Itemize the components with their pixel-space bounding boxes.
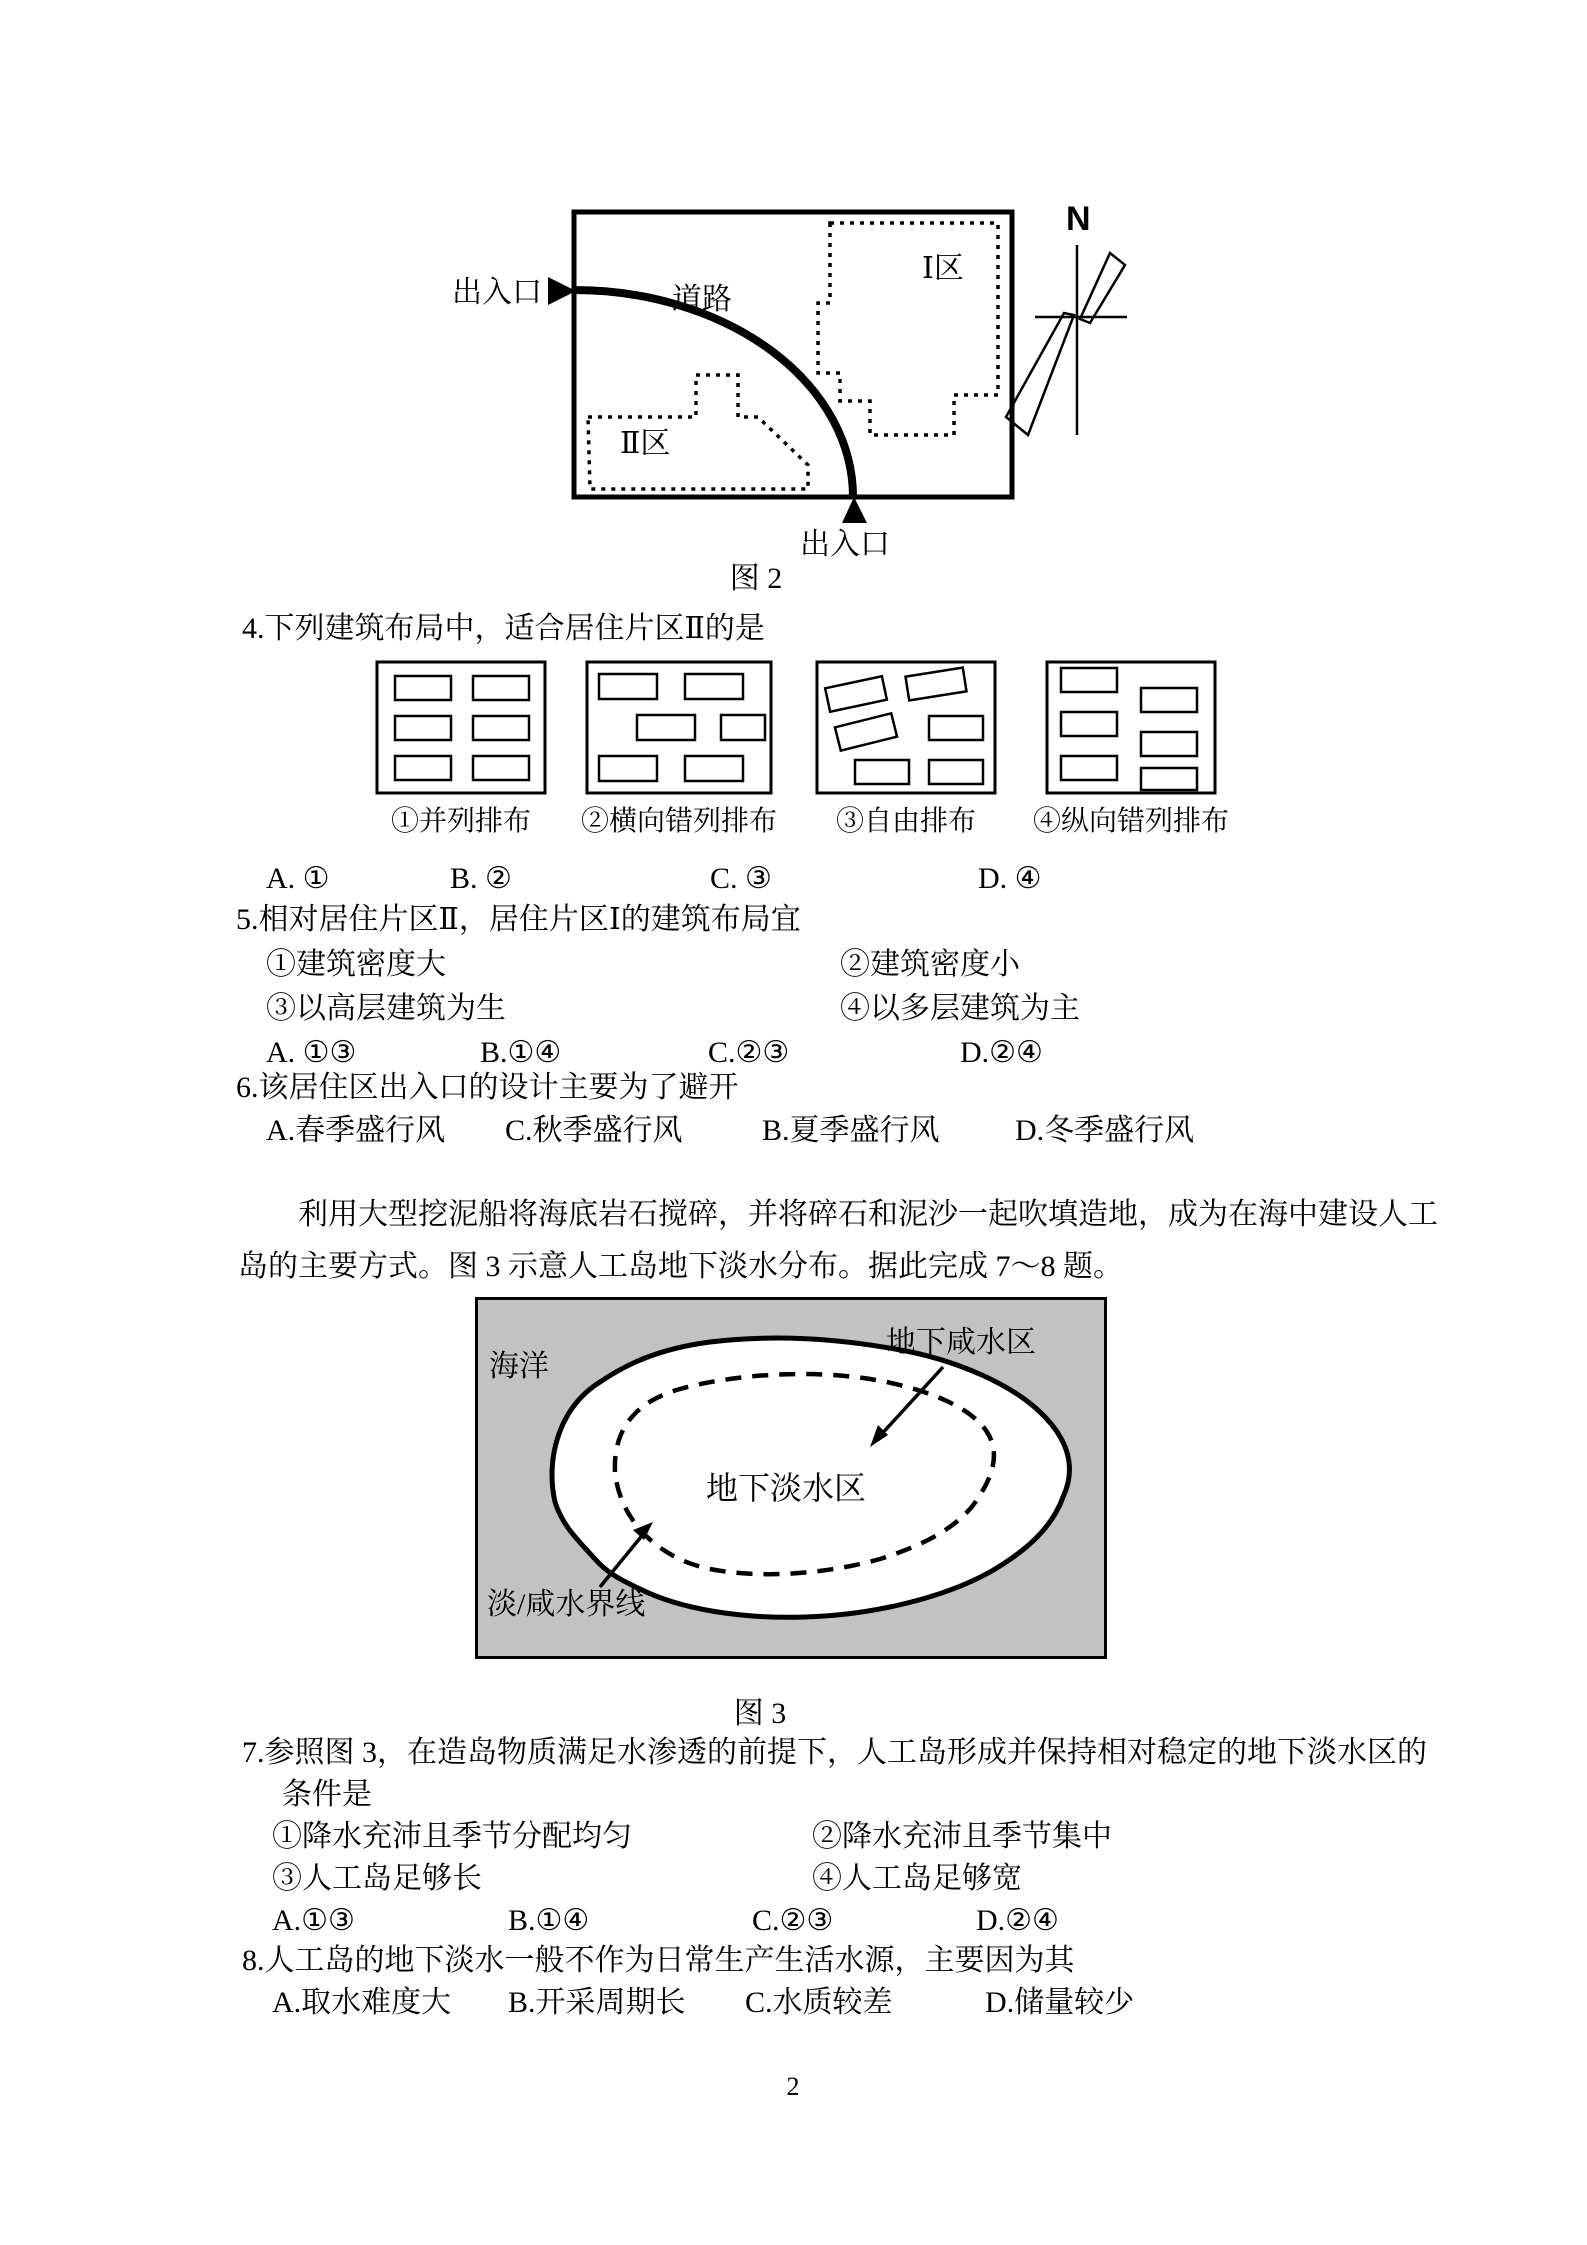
fig2-entrance-bottom-label: 出入口 xyxy=(800,528,890,561)
q5-sub-1: ①建筑密度大 xyxy=(266,948,446,981)
q7-option-a: A.①③ xyxy=(272,1904,355,1937)
q5-sub-4: ④以多层建筑为主 xyxy=(840,992,1080,1025)
q4-layout-caption-2: ②横向错列排布 xyxy=(580,806,777,837)
fig3-fresh-zone-label: 地下淡水区 xyxy=(706,1470,867,1506)
q7-sub-2: ②降水充沛且季节集中 xyxy=(812,1820,1112,1853)
q7-sub-1: ①降水充沛且季节分配均匀 xyxy=(272,1820,632,1853)
q7-option-c: C.②③ xyxy=(752,1904,834,1937)
region-i-outline xyxy=(818,223,998,435)
fig2-region-i-label: Ⅰ区 xyxy=(922,252,964,285)
q4-layout-box-free xyxy=(815,660,997,795)
q4-option-c: C. ③ xyxy=(710,862,772,895)
compass-upper-petal xyxy=(1080,253,1125,323)
q4-option-b: B. ② xyxy=(450,862,512,895)
q4-layout-box-h-staggered xyxy=(585,660,773,795)
q8-option-a: A.取水难度大 xyxy=(272,1986,452,2019)
passage-line-2: 岛的主要方式。图 3 示意人工岛地下淡水分布。据此完成 7～8 题。 xyxy=(238,1250,1123,1283)
fig2-entrance-left-label: 出入口 xyxy=(452,276,542,309)
q5-text: 5.相对居住片区Ⅱ，居住片区Ⅰ的建筑布局宜 xyxy=(236,903,801,936)
q6-option-b: B.夏季盛行风 xyxy=(762,1114,940,1147)
q7-sub-3: ③人工岛足够长 xyxy=(272,1862,482,1895)
fig2-compass-north-label: N xyxy=(1066,200,1091,238)
q7-sub-4: ④人工岛足够宽 xyxy=(812,1862,1022,1895)
q5-option-a: A. ①③ xyxy=(266,1036,357,1069)
q4-layout-caption-3: ③自由排布 xyxy=(835,806,976,837)
page-number: 2 xyxy=(786,2072,800,2101)
q4-text: 4.下列建筑布局中，适合居住片区Ⅱ的是 xyxy=(242,612,765,645)
q7-option-d: D.②④ xyxy=(976,1904,1059,1937)
fig3-boundary-label: 淡/咸水界线 xyxy=(487,1588,646,1621)
q7-option-b: B.①④ xyxy=(508,1904,590,1937)
q6-option-a: A.春季盛行风 xyxy=(266,1114,446,1147)
q7-text-line-2: 条件是 xyxy=(282,1778,372,1811)
fig3-salt-zone-label: 地下咸水区 xyxy=(886,1326,1036,1359)
q4-layout-caption-4: ④纵向错列排布 xyxy=(1032,806,1229,837)
q6-option-c: C.秋季盛行风 xyxy=(505,1114,683,1147)
q4-option-a: A. ① xyxy=(266,862,330,895)
q8-option-b: B.开采周期长 xyxy=(508,1986,686,2019)
q5-option-b: B.①④ xyxy=(480,1036,562,1069)
q8-text: 8.人工岛的地下淡水一般不作为日常生产生活水源，主要因为其 xyxy=(242,1944,1075,1977)
q6-option-d: D.冬季盛行风 xyxy=(1015,1114,1195,1147)
fig2-region-ii-label: Ⅱ区 xyxy=(620,427,671,460)
q4-layout-box-parallel xyxy=(375,660,547,795)
q6-text: 6.该居住区出入口的设计主要为了避开 xyxy=(236,1071,739,1104)
fig3-caption: 图 3 xyxy=(733,1697,787,1730)
q5-option-c: C.②③ xyxy=(708,1036,790,1069)
q8-option-d: D.储量较少 xyxy=(985,1986,1135,2019)
fig3-ocean-label: 海洋 xyxy=(489,1350,549,1383)
q5-sub-2: ②建筑密度小 xyxy=(840,948,1020,981)
q7-text-line-1: 7.参照图 3，在造岛物质满足水渗透的前提下，人工岛形成并保持相对稳定的地下淡水区的 xyxy=(242,1736,1427,1769)
q8-option-c: C.水质较差 xyxy=(745,1986,893,2019)
fig2-road-label: 道路 xyxy=(672,283,732,316)
road-curve xyxy=(574,290,853,497)
q4-option-d: D. ④ xyxy=(978,862,1042,895)
fig2-caption: 图 2 xyxy=(729,562,783,595)
q5-option-d: D.②④ xyxy=(960,1036,1043,1069)
q5-sub-3: ③以高层建筑为生 xyxy=(266,992,506,1025)
q4-layout-box-v-staggered xyxy=(1045,660,1217,795)
passage-line-1: 利用大型挖泥船将海底岩石搅碎，并将碎石和泥沙一起吹填造地，成为在海中建设人工 xyxy=(298,1198,1438,1231)
figure2-map xyxy=(440,195,1180,540)
q4-layout-caption-1: ①并列排布 xyxy=(390,806,531,837)
compass-lower-petal xyxy=(1006,313,1074,435)
entrance-bottom-marker xyxy=(842,497,867,523)
